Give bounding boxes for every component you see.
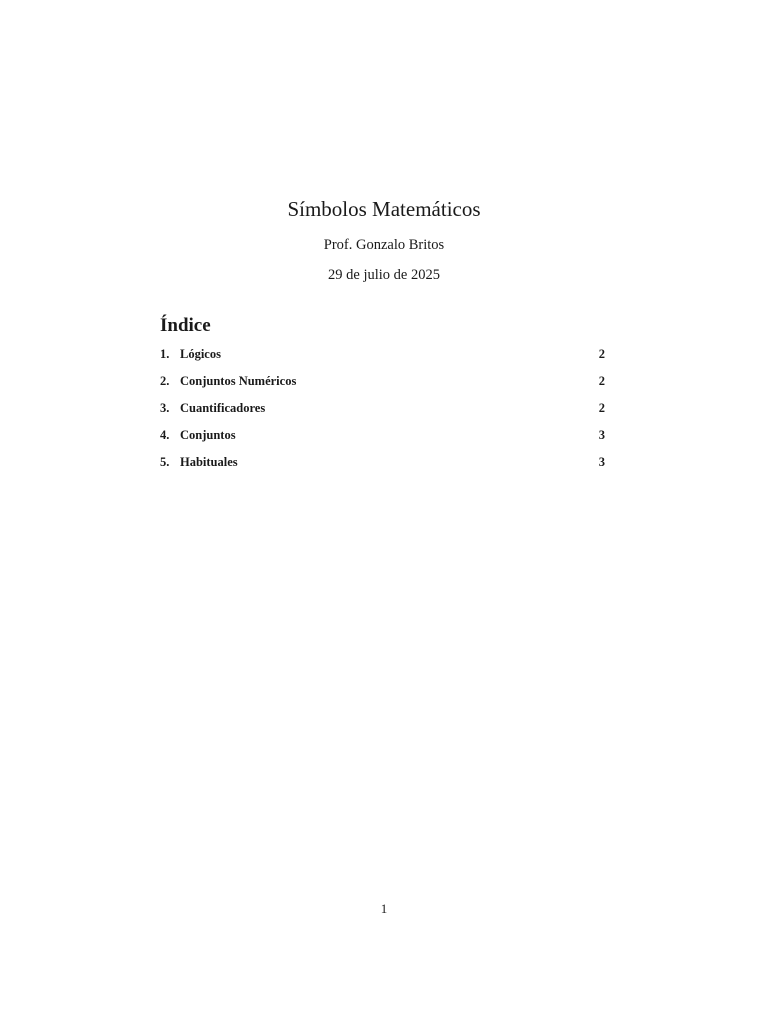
- document-title: Símbolos Matemáticos: [287, 197, 481, 221]
- page-number: 1: [380, 901, 388, 916]
- toc-entry-conjuntos[interactable]: [160, 425, 605, 452]
- toc-entry-habituales[interactable]: [160, 452, 605, 479]
- document-author: Prof. Gonzalo Britos: [323, 237, 445, 253]
- toc-entry-number: 5.: [160, 455, 170, 469]
- toc-entry-page: 3: [598, 455, 605, 469]
- toc-entry-cuantificadores[interactable]: [160, 398, 605, 425]
- toc-entry-page: 2: [598, 401, 605, 415]
- toc-entry-label: Habituales: [180, 455, 238, 469]
- toc-entry-conjuntos-numericos[interactable]: [160, 371, 605, 398]
- toc-entry-page: 2: [598, 374, 605, 388]
- toc-entry-number: 3.: [160, 401, 170, 415]
- toc-heading: Índice: [160, 315, 211, 336]
- toc-entry-number: 4.: [160, 428, 170, 442]
- toc-entry-label: Lógicos: [180, 347, 221, 361]
- toc-entry-number: 1.: [160, 347, 170, 361]
- toc-entry-logicos[interactable]: [160, 344, 605, 371]
- toc-entry-label: Conjuntos Numéricos: [180, 374, 297, 388]
- toc-entry-number: 2.: [160, 374, 170, 388]
- toc-entry-label: Cuantificadores: [180, 401, 266, 415]
- table-of-contents: [160, 344, 605, 479]
- toc-entry-page: 3: [598, 428, 605, 442]
- toc-entry-page: 2: [598, 347, 605, 361]
- document-date: 29 de julio de 2025: [328, 267, 440, 283]
- toc-entry-label: Conjuntos: [180, 428, 236, 442]
